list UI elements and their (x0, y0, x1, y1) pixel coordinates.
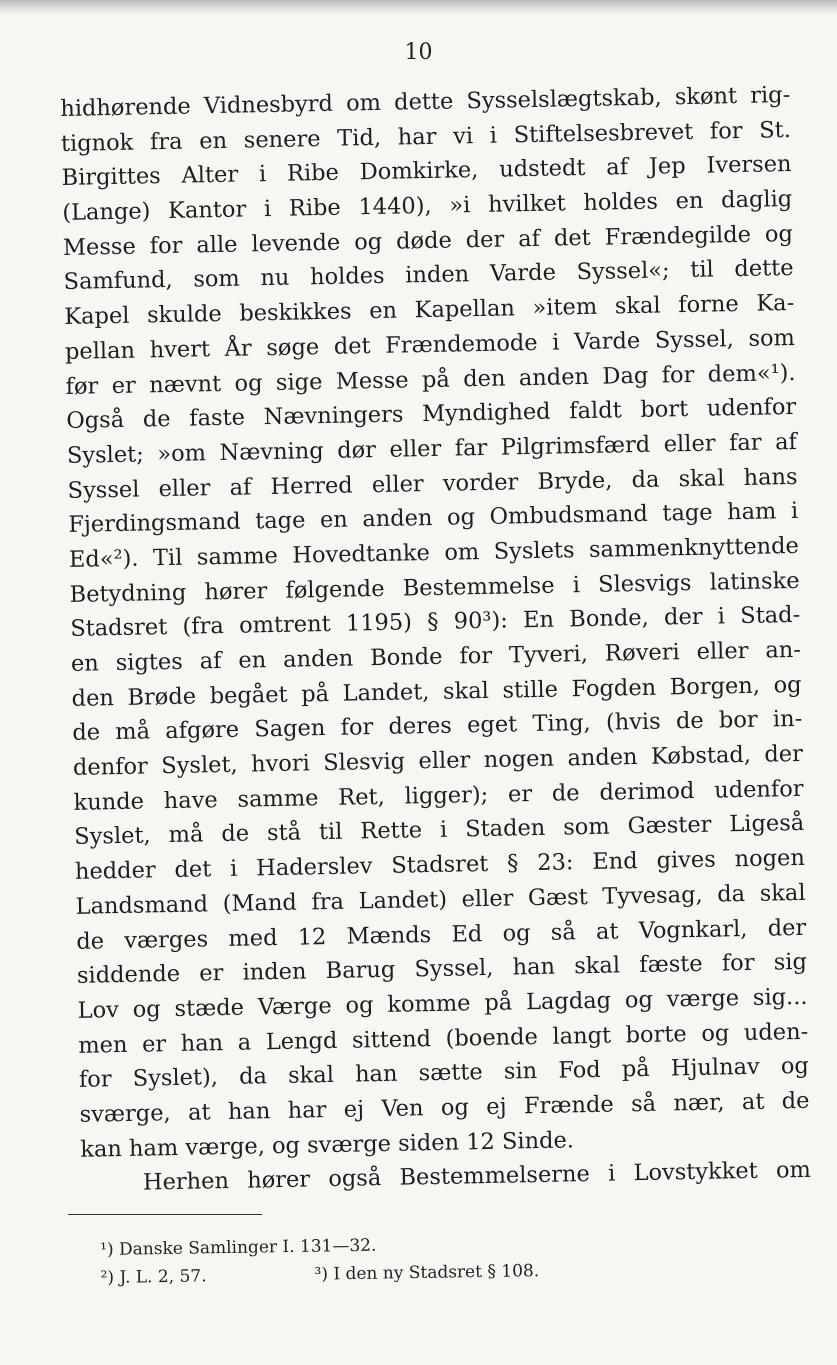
text-line: Fjerdingsmand tage en anden og Ombudsmand tage ham i (68, 498, 799, 539)
text-line: Betydning hører følgende Bestemmelse i Slesvigs latinske (69, 567, 800, 608)
text-line: hedder det i Haderslev Stadsret § 23: End gives nogen (74, 844, 806, 885)
text-line: Landsmand (Mand fra Landet) eller Gæst Tyvesag, da skal (75, 879, 806, 920)
text-line: siddende er inden Barug Syssel, han skal fæste for sig (76, 949, 808, 990)
text-line: kan ham værge, og sværge siden 12 Sinde. (80, 1126, 575, 1163)
text-line: før er nævnt og sige Messe på den anden Dag for dem«¹). (65, 359, 796, 400)
page-number: 10 (404, 40, 433, 65)
text-line: hidhørende Vidnesbyrd om dette Sysselslægtskab, skønt rig- (60, 81, 791, 122)
text-line: men er han a Lengd sittend (boende langt borte og uden- (78, 1018, 809, 1059)
text-line: for Syslet), da skal han sætte sin Fod på Hjulnav og (78, 1053, 810, 1094)
paragraph-start-line: Herhen hører også Bestemmelserne i Lovstykket om (142, 1157, 812, 1196)
text-line: Syslet; »om Nævning dør eller far Pilgrimsfærd eller far af (66, 428, 798, 469)
footnote-1: ¹) Danske Samlinger I. 131—32. (100, 1235, 377, 1260)
footnote-spacer (207, 1280, 315, 1282)
text-line: tignok fra en senere Tid, har vi i Stiftelsesbrevet for St. (60, 116, 792, 157)
text-line: en sigtes af en anden Bonde for Tyveri, Røveri eller an- (70, 636, 802, 677)
text-line: pellan hvert År søge det Frændemode i Varde Syssel, som (64, 324, 796, 365)
text-line: Messe for alle levende og døde der af det Frændegilde og (62, 220, 794, 261)
footnote-separator (68, 1214, 262, 1215)
footnote-3: ³) I den ny Stadsret § 108. (314, 1261, 540, 1285)
footnotes (100, 1227, 701, 1292)
text-line: kunde have samme Ret, ligger); er de derimod udenfor (73, 775, 804, 816)
text-line: (Lange) Kantor i Ribe 1440), »i hvilket holdes en daglig (62, 186, 793, 227)
text-line: denfor Syslet, hvori Slesvig eller nogen anden Købstad, der (72, 740, 804, 781)
text-line: Ed«²). Til samme Hovedtanke om Syslets sammenknyttende (68, 532, 800, 573)
text-line: den Brøde begået på Landet, skal stille Fogden Borgen, og (71, 671, 802, 712)
text-line: Kapel skulde beskikkes en Kapellan »item skal forne Ka- (64, 290, 795, 331)
text-line: de må afgøre Sagen for deres eget Ting, (hvis de bor in- (72, 706, 803, 747)
text-line: Birgittes Alter i Ribe Domkirke, udstedt af Jep Iversen (61, 151, 792, 192)
text-line: Samfund, som nu holdes inden Varde Syssel«; til dette (63, 255, 794, 296)
text-line: Stadsret (fra omtrent 1195) § 90³): En Bonde, der i Stad- (70, 602, 801, 643)
text-line: Lov og stæde Værge og komme på Lagdag og værge sig... (77, 983, 808, 1024)
text-line: sværge, at han har ej Ven og ej Frænde så nær, at de (79, 1087, 810, 1128)
text-line: Syslet, må de stå til Rette i Staden som Gæster Ligeså (74, 810, 805, 851)
body-text (60, 78, 811, 1202)
footnote-2: ²) J. L. 2, 57. (100, 1266, 207, 1288)
scan-edge-shadow (0, 0, 837, 14)
text-line: Også de faste Nævningers Myndighed faldt bort udenfor (66, 394, 797, 435)
text-line: de værges med 12 Mænds Ed og så at Vognkarl, der (76, 914, 807, 955)
text-line: Syssel eller af Herred eller vorder Bryde, da skal hans (67, 463, 798, 504)
